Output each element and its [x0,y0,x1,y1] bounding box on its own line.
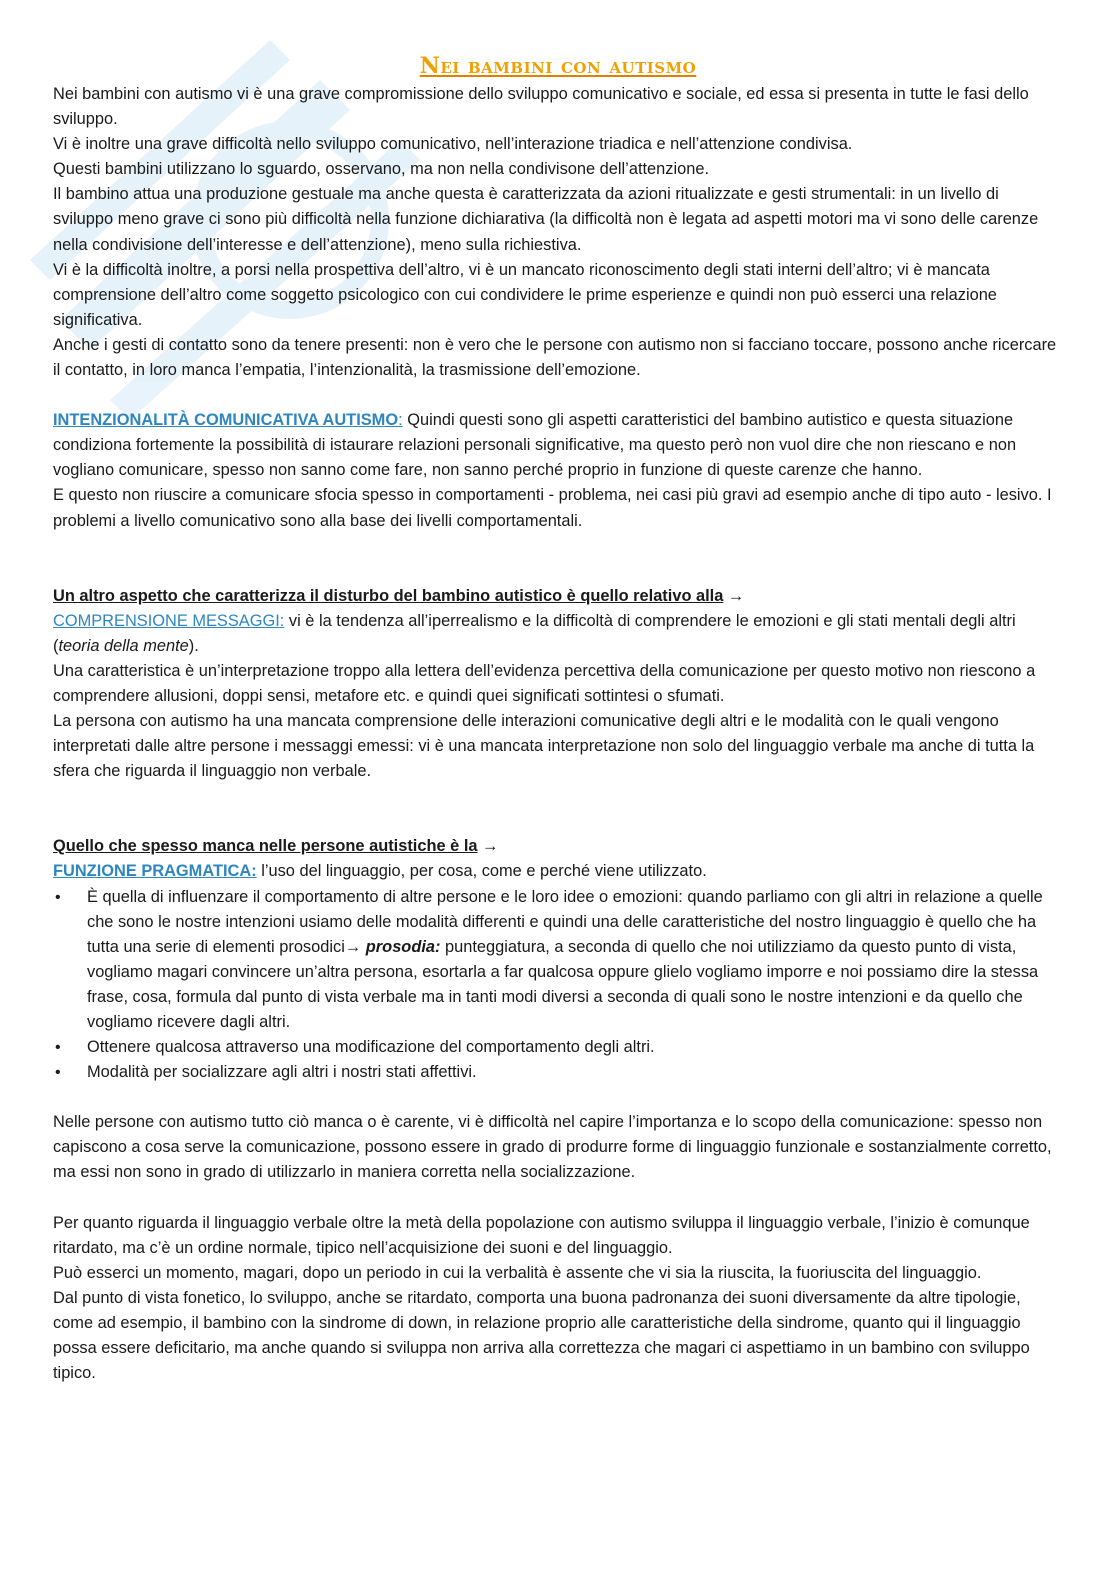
bullet-list [53,885,1063,1086]
paragraph: Questi bambini utilizzano lo sguardo, osservano, ma non nella condivisone dell’attenzione. [53,160,710,179]
paragraph-text: vi è la tendenza all’iperrealismo e la difficoltà di comprendere le emozioni e gli stati mentali degli altri ( [53,611,1016,655]
arrow-right-icon: → [344,937,362,956]
heading-text: Un altro aspetto che caratterizza il disturbo del bambino autistico è quello relativo alla [53,586,724,605]
italic-term: teoria della mente [58,636,189,655]
paragraph-text: ). [188,636,199,655]
paragraph: Anche i gesti di contatto sono da tenere presenti: non è vero che le persone con autismo non si facciano toccare, possono anche ricercare il contatto, in loro manca l’empatia, l’intenzionalità, la trasmissione dell’emozione. [53,335,1057,380]
paragraph: Una caratteristica è un’interpretazione troppo alla lettera dell’evidenza percettiva della comunicazione per questo motivo non riescono a comprendere allusioni, doppi sensi, metafore etc. e quindi quei significati sottintesi o sfumati. [53,661,1036,705]
section-carenze [53,1110,1063,1185]
paragraph: Nei bambini con autismo vi è una grave compromissione dello sviluppo comunicativo e sociale, ed essa si presenta in tutte le fasi dello sviluppo. [53,85,1029,129]
keyword-comprensione: COMPRENSIONE MESSAGGI [53,611,280,630]
paragraph [53,408,1063,483]
section-intro [53,82,1063,383]
document-page [53,50,1063,1386]
section-comprensione [53,584,1063,785]
heading-text: Quello che spesso manca nelle persone autistiche è la [53,837,478,856]
section-intenzionalita [53,408,1063,533]
keyword-colon: : [398,411,403,430]
paragraph: Può esserci un momento, magari, dopo un periodo in cui la verbalità è assente che vi sia la riuscita, la fuoriuscita del linguaggio. [53,1263,982,1282]
paragraph: Il bambino attua una produzione gestuale ma anche questa è caratterizzata da azioni ritualizzate e gesti strumentali: in un livello di sviluppo meno grave ci sono più difficoltà nella funzione dichiarativa (la difficoltà non è legata ad aspetti motori ma vi sono delle carenze nella condivisione dell’interesse e dell’attenzione), meno sulla richiestiva. [53,185,1039,254]
arrow-right-icon: → [727,586,745,605]
section-linguaggio-verbale [53,1211,1063,1387]
section-heading [53,584,1063,609]
bold-term: prosodia: [361,937,441,956]
page-title: Nei bambini con autismo [419,53,697,79]
keyword-pragmatica: FUNZIONE PRAGMATICA: [53,862,257,881]
paragraph: Dal punto di vista fonetico, lo sviluppo, anche se ritardato, comporta una buona padronanza dei suoni diversamente da altre tipologie, come ad esempio, il bambino con la sindrome di down, in relazione proprio alle caratteristiche della sindrome, quanto qui il linguaggio possa essere deficitario, ma anche quando si sviluppa non arriva alla correttezza che magari ci aspettiamo in un bambino con sviluppo tipico. [53,1288,1030,1383]
list-item: • Modalità per socializzare agli altri i nostri stati affettivi. [53,1060,1063,1085]
paragraph: E questo non riuscire a comunicare sfocia spesso in comportamenti - problema, nei casi più gravi ad esempio anche di tipo auto - lesivo. I problemi a livello comunicativo sono alla base dei livelli comportamentali. [53,486,1052,530]
paragraph [53,609,1063,659]
keyword-colon: : [279,611,285,630]
paragraph-text: Quindi questi sono gli aspetti caratteristici del bambino autistico e questa situazione condiziona fortemente la possibilità di istaurare relazioni personali significative, ma questo però non vuol dire che non riescano e non vogliano comunicare, spesso non sanno come fare, non sanno perché proprio in funzione di queste carenze che hanno. [53,411,1017,480]
paragraph: Nelle persone con autismo tutto ciò manca o è carente, vi è difficoltà nel capire l’importanza e lo scopo della comunicazione: spesso non capiscono a cosa serve la comunicazione, possono essere in grado di produrre forme di linguaggio funzionale e sostanzialmente corretto, ma essi non sono in grado di utilizzarlo in maniera corretta nella socializzazione. [53,1113,1052,1182]
list-item: • Ottenere qualcosa attraverso una modificazione del comportamento degli altri. [53,1035,1063,1060]
keyword-intenzionalita: INTENZIONALITÀ COMUNICATIVA AUTISMO [53,411,399,430]
section-heading [53,834,1063,859]
paragraph: Vi è la difficoltà inoltre, a porsi nella prospettiva dell’altro, vi è un mancato riconoscimento degli stati interni dell’altro; vi è mancata comprensione dell’altro come soggetto psicologico con cui condividere le prime esperienze e quindi non può esserci una relazione significativa. [53,260,997,329]
paragraph: Per quanto riguarda il linguaggio verbale oltre la metà della popolazione con autismo sviluppa il linguaggio verbale, l’inizio è comunque ritardato, ma c’è un ordine normale, tipico nell’acquisizione dei suoni e del linguaggio. [53,1213,1030,1257]
list-item: • È quella di influenzare il comportamento di altre persone e le loro idee o emozioni: quando parliamo con gli altri in relazione a quelle che sono le nostre intenzioni usiamo delle modalità differenti e quindi una delle caratteristiche del nostro linguaggio è quello che ha tutta una serie di elementi prosodici→ prosodia: punteggiatura, a seconda di quello che noi utilizziamo da questo punto di vista, vogliamo magari convincere un’altra persona, esortarla a far qualcosa oppure glielo vogliamo imporre e noi possiamo dire la stessa frase, cosa, formula dal punto di vista verbale ma in tanti modi diversi a seconda di quali sono le nostre intenzioni e da quello che vogliamo ricevere dagli altri. [53,885,1063,1036]
paragraph-text: l’uso del linguaggio, per cosa, come e perché viene utilizzato. [256,862,707,881]
section-pragmatica [53,834,1063,1085]
paragraph: La persona con autismo ha una mancata comprensione delle interazioni comunicative degli altri e le modalità con le quali vengono interpretati dalle altre persone i messaggi emessi: vi è una mancata interpretazione non solo del linguaggio verbale ma anche di tutta la sfera che riguarda il linguaggio non verbale. [53,712,1035,781]
arrow-right-icon: → [482,837,499,856]
paragraph [53,859,1063,884]
paragraph: Vi è inoltre una grave difficoltà nello sviluppo comunicativo, nell’interazione triadica e nell’attenzione condivisa. [53,135,853,154]
